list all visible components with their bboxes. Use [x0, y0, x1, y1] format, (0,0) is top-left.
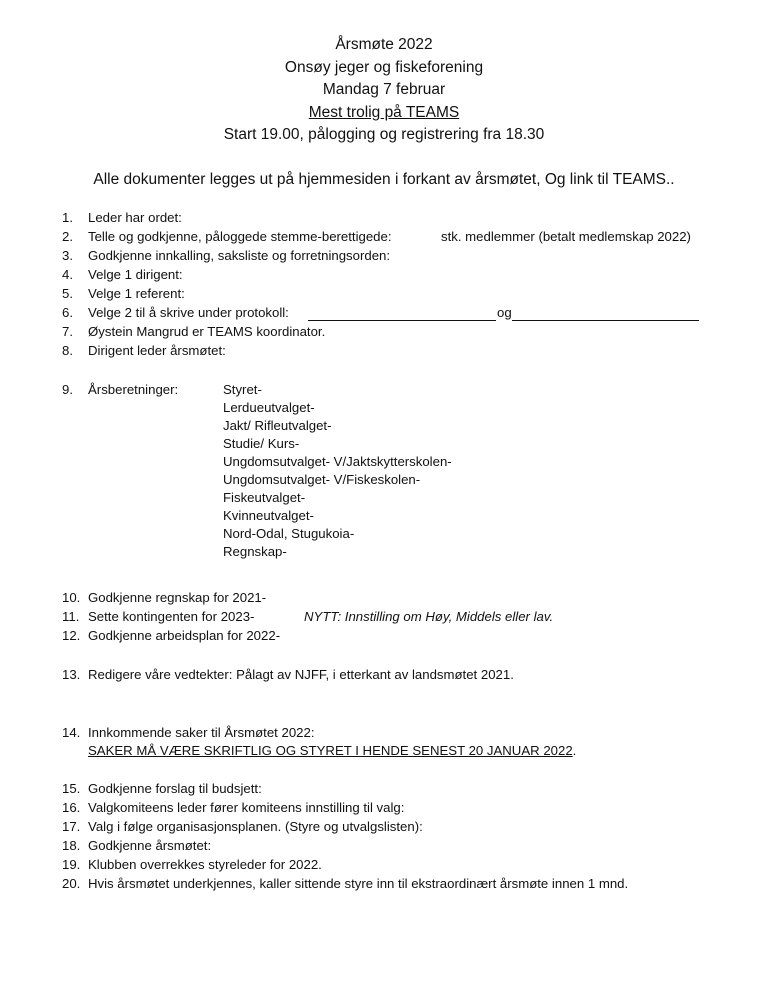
report-entry: Nord-Odal, Stugukoia- [223, 526, 355, 541]
agenda-item: 19. Klubben overrekkes styreleder for 2022. [62, 857, 322, 872]
agenda-item: 18. Godkjenne årsmøtet: [62, 838, 212, 853]
agenda-item: 20. Hvis årsmøtet underkjennes, kaller sittende styre inn til ekstraordinært årsmøte innen 1 mnd. [62, 876, 629, 891]
agenda-item: 9. Årsberetninger: [62, 382, 179, 397]
agenda-item: 2. Telle og godkjenne, påloggede stemme-berettigede: [62, 229, 392, 244]
report-entry: Ungdomsutvalget- V/Fiskeskolen- [223, 472, 421, 487]
agenda-item: 5. Velge 1 referent: [62, 286, 185, 301]
agenda-item: 4. Velge 1 dirigent: [62, 267, 183, 282]
agenda-item: 12. Godkjenne arbeidsplan for 2022- [62, 628, 281, 643]
agenda-item: 15. Godkjenne forslag til budsjett: [62, 781, 262, 796]
agenda-item: 8. Dirigent leder årsmøtet: [62, 343, 226, 358]
report-entry: Ungdomsutvalget- V/Jaktskytterskolen- [223, 454, 452, 469]
fee-proposal-note: NYTT: Innstilling om Høy, Middels eller lav. [304, 609, 554, 624]
agenda-item: 6. Velge 2 til å skrive under protokoll: [62, 305, 289, 320]
report-entry: Studie/ Kurs- [223, 436, 300, 451]
signature-line-1[interactable] [308, 320, 496, 321]
report-list [223, 381, 452, 561]
documents-notice: Alle dokumenter legges ut på hjemmesiden i forkant av årsmøtet, Og link til TEAMS.. [93, 171, 675, 188]
report-entry: Jakt/ Rifleutvalget- [223, 418, 332, 433]
organization-name: Onsøy jeger og fiskeforening [284, 58, 484, 76]
member-count-note: stk. medlemmer (betalt medlemskap 2022) [441, 229, 691, 244]
agenda-item: 1. Leder har ordet: [62, 210, 182, 225]
report-entry: Regnskap- [223, 544, 287, 559]
meeting-title: Årsmøte 2022 [335, 36, 433, 53]
meeting-location: Mest trolig på TEAMS [308, 103, 460, 121]
agenda-item: 10. Godkjenne regnskap for 2021- [62, 590, 267, 605]
meeting-date: Mandag 7 februar [322, 81, 446, 98]
report-entry: Fiskeutvalget- [223, 490, 306, 505]
report-entry: Kvinneutvalget- [223, 508, 314, 523]
document-header [0, 34, 768, 147]
agenda-item: 11. Sette kontingenten for 2023- [62, 609, 255, 624]
agenda-item: 16. Valgkomiteens leder fører komiteens innstilling til valg: [62, 800, 405, 815]
deadline-notice: SAKER MÅ VÆRE SKRIFTLIG OG STYRET I HENDE SENEST 20 JANUAR 2022. [88, 743, 577, 758]
agenda-item: 17. Valg i følge organisasjonsplanen. (Styre og utvalgslisten): [62, 819, 423, 834]
agenda-item: 13. Redigere våre vedtekter: Pålagt av NJFF, i etterkant av landsmøtet 2021. [62, 667, 514, 682]
agenda-item: 7. Øystein Mangrud er TEAMS koordinator. [62, 324, 326, 339]
agenda-item: 3. Godkjenne innkalling, saksliste og forretningsorden: [62, 248, 391, 263]
meeting-start-time: Start 19.00, pålogging og registrering fra 18.30 [223, 126, 545, 143]
agenda-item: 14. Innkommende saker til Årsmøtet 2022: [62, 725, 315, 740]
report-entry: Styret- [223, 382, 262, 397]
and-text: og [497, 305, 512, 320]
signature-line-2[interactable] [512, 320, 699, 321]
report-entry: Lerdueutvalget- [223, 400, 315, 415]
